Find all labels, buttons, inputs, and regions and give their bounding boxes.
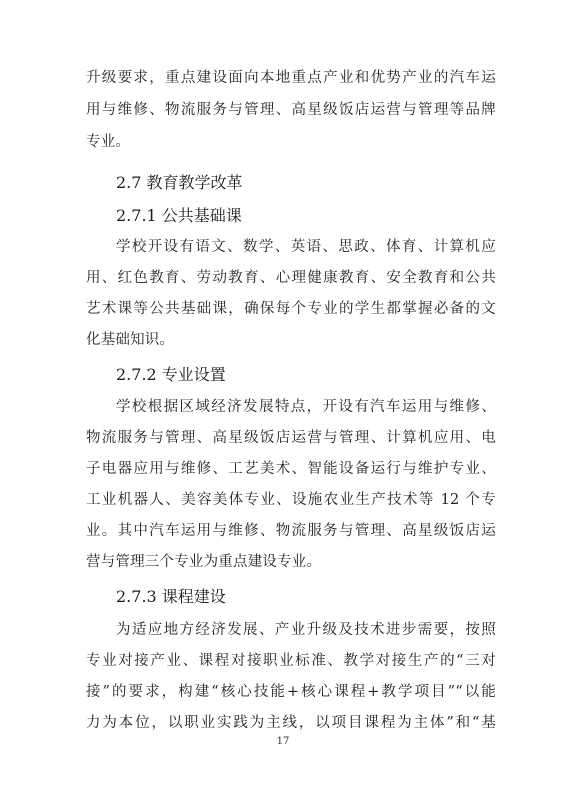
paragraph-line: 营与管理三个专业为重点建设专业。 [86, 554, 322, 570]
paragraph-line: 学校开设有语文、数学、英语、思政、体育、计算机应 [116, 239, 496, 255]
paragraph-line: 用、红色教育、劳动教育、心理健康教育、安全教育和公共 [86, 270, 496, 286]
paragraph-line: 用与维修、物流服务与管理、高星级饭店运营与管理等品牌 [86, 102, 496, 118]
paragraph-line: 学校根据区域经济发展特点，开设有汽车运用与维修、 [116, 399, 496, 415]
paragraph-line: 升级要求，重点建设面向本地重点产业和优势产业的汽车运 [86, 70, 496, 86]
paragraph-line: 力为本位，以职业实践为主线，以项目课程为主体”和“基 [86, 715, 496, 731]
paragraph-line: 接”的要求，构建“核心技能+核心课程+教学项目”“以能 [86, 684, 496, 700]
subsection-heading: 2.7.2 专业设置 [116, 365, 226, 384]
subsection-heading: 2.7.1 公共基础课 [116, 206, 242, 225]
paragraph-line: 工业机器人、美容美体专业、设施农业生产技术等 12 个专 [86, 492, 496, 508]
paragraph-line: 化基础知识。 [86, 332, 175, 348]
paragraph-line: 为适应地方经济发展、产业升级及技术进步需要，按照 [116, 622, 496, 638]
paragraph-line: 专业。 [86, 134, 131, 150]
paragraph-line: 物流服务与管理、高星级饭店运营与管理、计算机应用、电 [86, 430, 496, 446]
paragraph-line: 艺术课等公共基础课，确保每个专业的学生都掌握必备的文 [86, 301, 496, 317]
subsection-heading: 2.7.3 课程建设 [116, 587, 226, 606]
page-number: 17 [276, 736, 290, 747]
paragraph-line: 专业对接产业、课程对接职业标准、教学对接生产的“三对 [86, 653, 496, 669]
section-heading: 2.7 教育教学改革 [116, 173, 243, 192]
paragraph-line: 业。其中汽车运用与维修、物流服务与管理、高星级饭店运 [86, 523, 496, 539]
paragraph-line: 子电器应用与维修、工艺美术、智能设备运行与维护专业、 [86, 461, 496, 477]
